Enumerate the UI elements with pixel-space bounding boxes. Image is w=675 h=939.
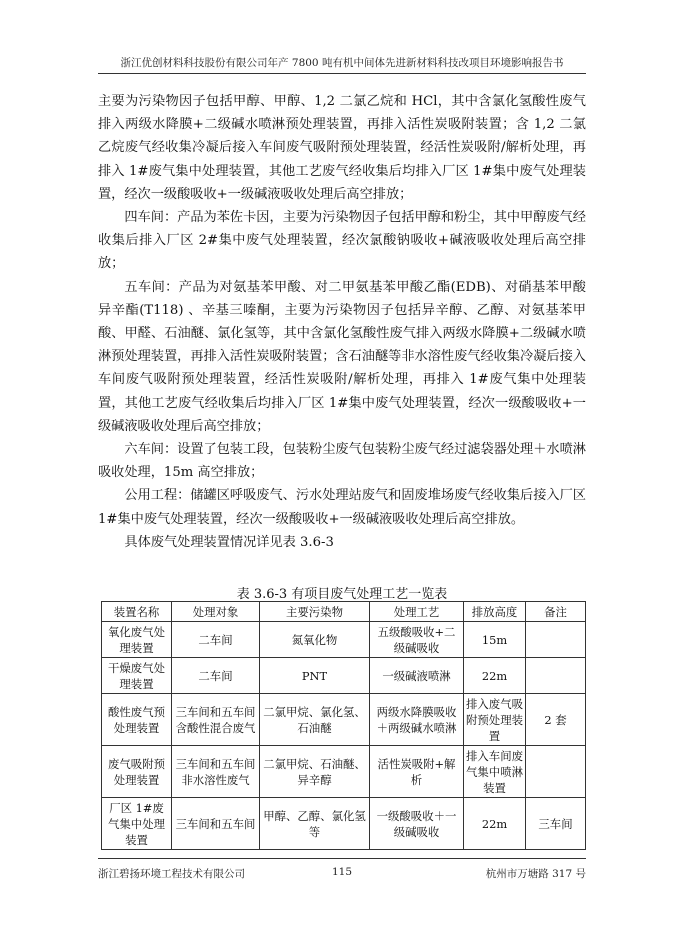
table-cell: 排入废气吸附预处理装置 [464, 694, 526, 746]
table-cell [526, 622, 586, 658]
table-row [102, 798, 586, 850]
header-cell: 排放高度 [464, 602, 526, 622]
table-cell: 二车间 [172, 622, 260, 658]
paragraph: 具体废气处理装置情况详见表 3.6-3 [124, 534, 334, 550]
table-cell: 22m [464, 798, 526, 850]
table-cell: 酸性废气预处理装置 [102, 694, 172, 746]
table-cell: 废气吸附预处理装置 [102, 746, 172, 798]
header-cell: 主要污染物 [260, 602, 370, 622]
body-text [98, 90, 586, 554]
table-caption: 表 3.6-3 有项目废气处理工艺一览表 [236, 587, 448, 602]
table-row [102, 622, 586, 658]
header-cell: 处理对象 [172, 602, 260, 622]
table-cell: 活性炭吸附+解析 [370, 746, 464, 798]
table-cell: 排入车间废气集中喷淋装置 [464, 746, 526, 798]
header-cell: 备注 [526, 602, 586, 622]
table-cell [526, 746, 586, 798]
table-cell: 二车间 [172, 658, 260, 694]
table-cell: 甲醇、乙醇、氯化氢等 [260, 798, 370, 850]
page-header: 浙江优创材料科技股份有限公司年产 7800 吨有机中间体先进新材料科技改项目环境影响报告书 [98, 55, 586, 74]
page-footer [98, 858, 586, 882]
table-cell: 三车间和五车间非水溶性废气 [172, 746, 260, 798]
table-header-row [102, 602, 586, 622]
table-cell: 干燥废气处理装置 [102, 658, 172, 694]
table-cell: 二氯甲烷、石油醚、异辛醇 [260, 746, 370, 798]
table-cell: 一级酸吸收＋一级碱吸收 [370, 798, 464, 850]
table-cell: 五级酸吸收+二级碱吸收 [370, 622, 464, 658]
table-row [102, 694, 586, 746]
page-number: 115 [331, 866, 353, 878]
table-cell: 2 套 [526, 694, 586, 746]
table-cell: 一级碱液喷淋 [370, 658, 464, 694]
table-cell [526, 658, 586, 694]
table-cell: 22m [464, 658, 526, 694]
paragraph: 四车间：产品为苯佐卡因，主要为污染物因子包括甲醇和粉尘，其中甲醇废气经收集后排入厂区 2#集中废气处理装置，经次氯酸钠吸收+碱液吸收处理后高空排放； [98, 210, 586, 272]
table-row [102, 746, 586, 798]
header-cell: 装置名称 [102, 602, 172, 622]
process-table [101, 601, 586, 850]
table-cell: 三车间和五车间 [172, 798, 260, 850]
paragraph: 主要为污染物因子包括甲醇、甲醇、1,2 二氯乙烷和 HCl，其中含氯化氢酸性废气排入两级水降膜+二级碱水喷淋预处理装置，再排入活性炭吸附装置；含 1,2 二氯乙烷废气经收集冷凝后接入车间废气吸附预处理装置，经活性炭吸附/解析处理，再排入 1#废气集中处理装置，其他工艺废气经收集后均排入厂区 1#集中废气处理装置，经次一级酸吸收+一级碱液吸收处理后高空排放； [98, 94, 586, 202]
paragraph: 公用工程：储罐区呼吸废气、污水处理站废气和固废堆场废气经收集后接入厂区 1#集中废气处理装置，经次一级酸吸收+一级碱液吸收处理后高空排放。 [98, 488, 586, 527]
paragraph: 六车间：设置了包装工段，包装粉尘废气包装粉尘废气经过滤袋器处理＋水喷淋吸收处理，15m 高空排放； [98, 442, 586, 481]
table-cell: 15m [464, 622, 526, 658]
table-cell: 厂区 1#废气集中处理装置 [102, 798, 172, 850]
table-cell: 氧化废气处理装置 [102, 622, 172, 658]
paragraph: 五车间：产品为对氨基苯甲酸、对二甲氨基苯甲酸乙酯(EDB)、对硝基苯甲酸异辛酯(T118) 、辛基三嗪酮，主要为污染物因子包括异辛醇、乙醇、对氨基苯甲酸、甲醛、石油醚、氯化氢等，其中含氯化氢酸性废气排入两级水降膜+二级碱水喷淋预处理装置，再排入活性炭吸附装置；含石油醚等非水溶性废气经收集冷凝后接入车间废气吸附预处理装置，经活性炭吸附/解析处理，再排入 1#废气集中处理装置，其他工艺废气经收集后均排入厂区 1#集中废气处理装置，经次一级酸吸收+一级碱液吸收处理后高空排放； [98, 279, 586, 434]
table-cell: 氮氧化物 [260, 622, 370, 658]
table-cell: 二氯甲烷、氯化氢、石油醚 [260, 694, 370, 746]
table-cell: 三车间 [526, 798, 586, 850]
footer-company: 浙江碧扬环境工程技术有限公司 [98, 868, 245, 880]
table-cell: PNT [260, 658, 370, 694]
table-row [102, 658, 586, 694]
footer-address: 杭州市万塘路 317 号 [485, 868, 586, 880]
header-cell: 处理工艺 [370, 602, 464, 622]
table-cell: 三车间和五车间含酸性混合废气 [172, 694, 260, 746]
table-cell: 两级水降膜吸收＋两级碱水喷淋 [370, 694, 464, 746]
